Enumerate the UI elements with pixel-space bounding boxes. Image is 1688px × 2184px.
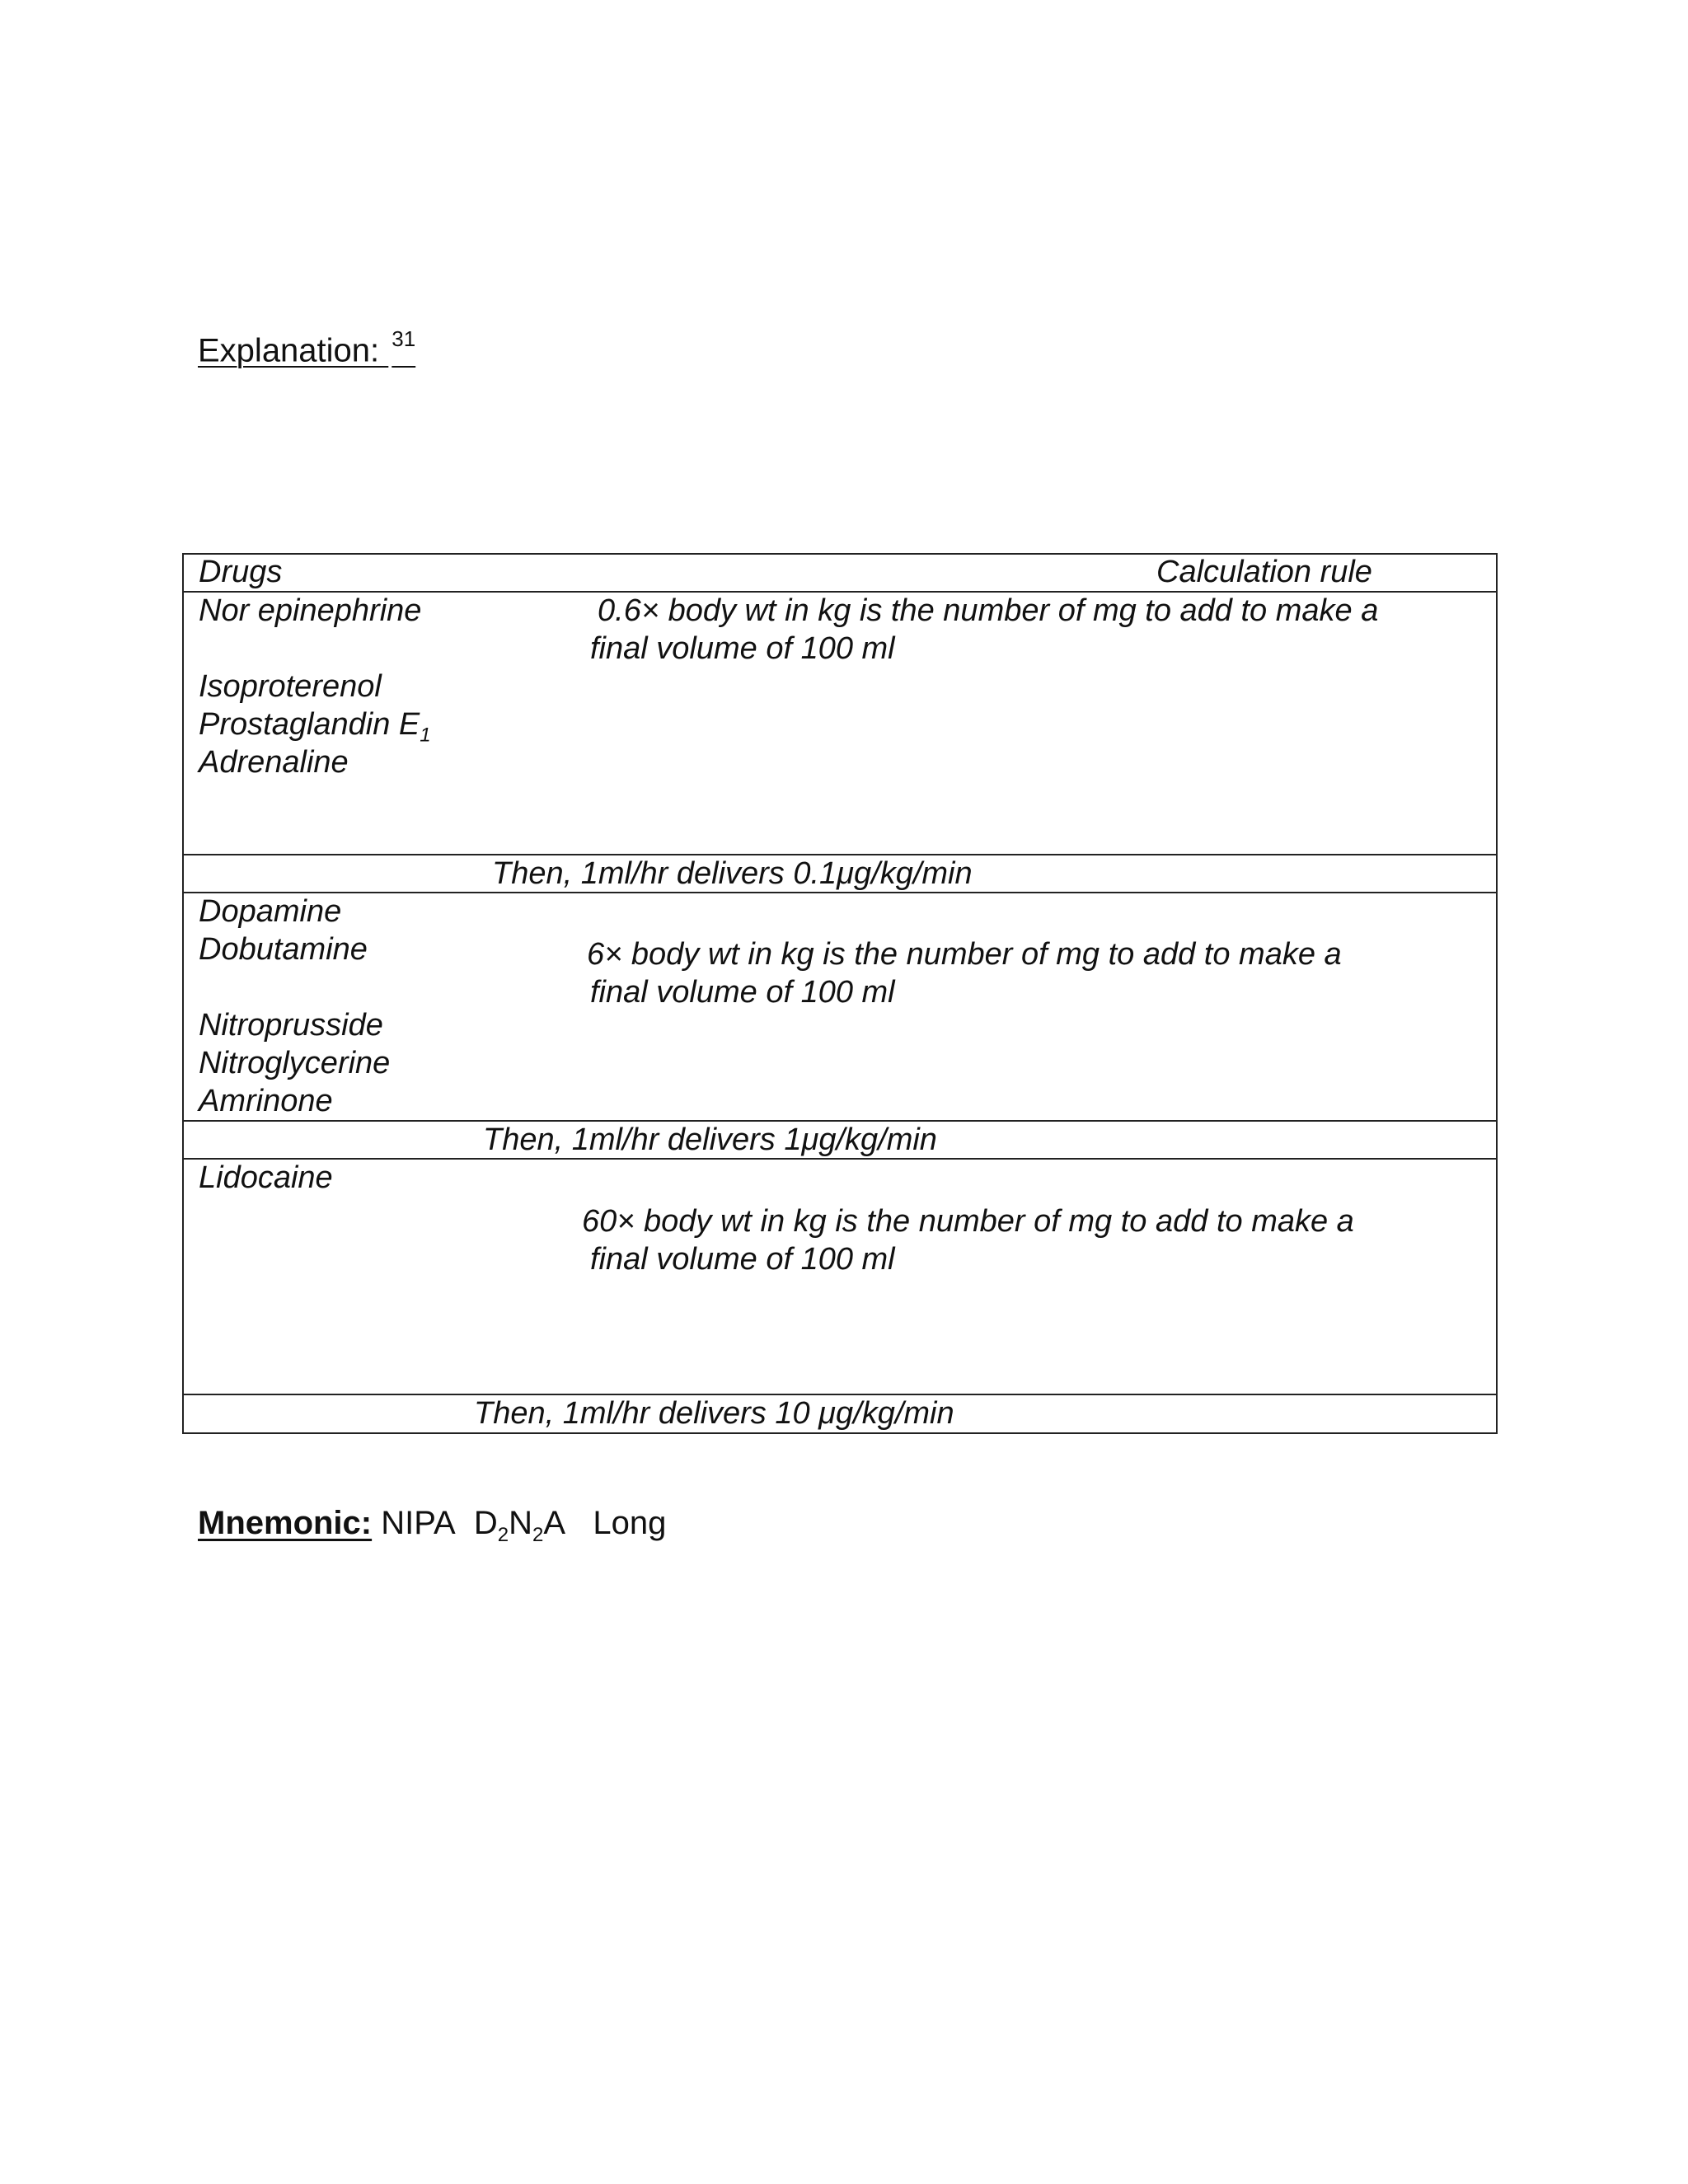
mnemonic-subscript: 2	[497, 1524, 509, 1546]
delivery-result: Then, 1ml/hr delivers 10 μg/kg/min	[474, 1396, 954, 1431]
drug-name: Amrinone	[199, 1084, 333, 1118]
mnemonic-part-3: Long	[593, 1505, 667, 1541]
calculation-rule-line: 6× body wt in kg is the number of mg to add to make a	[587, 937, 1342, 972]
footnote-reference: 31	[392, 326, 416, 351]
drug-name-text: Prostaglandin E	[199, 707, 420, 742]
mnemonic-subscript: 2	[532, 1524, 544, 1546]
explanation-label: Explanation:	[198, 332, 389, 369]
mnemonic-part-2	[473, 1505, 566, 1546]
drug-name: Nitroprusside	[199, 1008, 383, 1043]
mnemonic-letter: A	[543, 1505, 566, 1541]
column-header-drugs: Drugs	[199, 555, 283, 589]
calculation-rule-line: final volume of 100 ml	[590, 1242, 895, 1277]
column-header-calculation-rule: Calculation rule	[1156, 555, 1372, 589]
drug-name: Nor epinephrine	[199, 593, 422, 628]
mnemonic-label: Mnemonic:	[198, 1505, 373, 1541]
drug-name-subscript: 1	[420, 724, 431, 747]
drug-name: Adrenaline	[199, 745, 349, 780]
drug-name: Isoproterenol	[199, 669, 382, 704]
delivery-result: Then, 1ml/hr delivers 0.1μg/kg/min	[492, 856, 973, 891]
calculation-rule-line: 60× body wt in kg is the number of mg to add to make a	[582, 1204, 1354, 1239]
explanation-heading	[198, 326, 416, 369]
mnemonic-letter: D	[473, 1505, 498, 1541]
drug-name: Nitroglycerine	[199, 1046, 391, 1080]
mnemonic-letter: N	[509, 1505, 533, 1541]
drug-name: Lidocaine	[199, 1160, 333, 1195]
drug-name: Dopamine	[199, 894, 342, 929]
mnemonic-line	[198, 1505, 666, 1547]
calculation-rule-line: final volume of 100 ml	[590, 975, 895, 1010]
calculation-rule-line: 0.6× body wt in kg is the number of mg to add to make a	[598, 593, 1379, 628]
mnemonic-part-1: NIPA	[381, 1505, 456, 1541]
drug-name: Dobutamine	[199, 932, 368, 967]
delivery-result: Then, 1ml/hr delivers 1μg/kg/min	[483, 1122, 937, 1157]
calculation-rule-line: final volume of 100 ml	[590, 631, 895, 666]
